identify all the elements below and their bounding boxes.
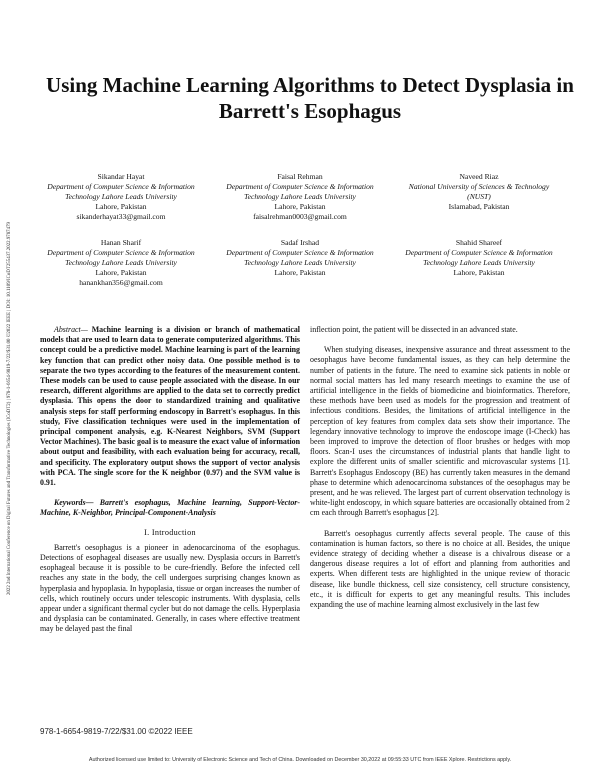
abstract-label: Abstract— [54,325,88,334]
paragraph: When studying diseases, inexpensive assurance and threat assessment to the oesophagus have become fundamental issues, as they can help determine the number of patients in the future. The need to examine sick patients in noble or normal social matters has led many research meetings to examine the use of artificial intelligence in the fields of biomedicine and bioinformatics. Therefore, these methods have been used as models for the progression and treatment of infectious conditions. Besides, the limitations of artificial intelligence in the perception of key features from complex data sets show their importance. The legendary innovative technology to improve the endoscope image (I-Check) has been improved to improve the detection of floor brushes or hedges with mop floors. Scan-I uses the circumstances of industrial plants that handle light to explore the different units of smaller scientific and microvascular systems [1]. Barrett's Esophagus Endoscopy (BE) has currently taken measures in the demand phase to determine which adenocarcinoma substances of the oesophagus may be present, and he was relieved. The largest part of current observation technology is white-light endoscopy, in which square batteries are occasionally obtained from 2 cm each through Barrett's esophagus [2]. [310,345,570,518]
author-email[interactable]: hanankhan356@gmail.com [79,278,163,287]
author-name: Sikandar Hayat [97,172,145,181]
author-block [398,238,560,278]
author-location: Islamabad, Pakistan [448,202,510,211]
doi-side-strip [2,88,16,728]
author-name: Hanan Sharif [100,238,142,247]
author-block [398,172,560,212]
author-location: Lahore, Pakistan [95,268,147,277]
paragraph: Barrett's oesophagus is a pioneer in adenocarcinoma of the esophagus. Detections of esophageal diseases are usually new. Dysplasia occurs in Barrett's esophageal because it is possible to be cure-friendly. Before the infected cell reaches any state in the body, the cell undergoes surprising changes known as hyperplasia and hypoplasia. In hypoplasia, tissue or organ increases the number of cells, which routinely occurs under telescopic instruments. With dysplasia, cells appear under a significant thermal cycler but do not damage the cells. Hyperplasia and dysplasia can be contaminated. Generally, in cases where effective treatment may be delayed past the final [40,542,300,634]
author-affiliation: Department of Computer Science & Information Technology Lahore Leads University [47,248,195,267]
author-block [40,172,202,222]
right-column [310,325,570,610]
section-heading: I. Introduction [144,527,196,537]
paragraph: Barrett's oesophagus currently affects several people. The cause of this contamination is human factors, so there is no choice at all. Besides, the unique evidence strategy of deciding whether a disease is a chivalrous disease or a dangerous disease requires a lot of effort and planning from authorities and experts. When different tests are highlighted in the unique review of thoracic disease, like bundle thickness, cell size consistency, cell structure consistency, etc., it is difficult for experts to get any meaningful results. This includes expanding the use of machine learning almost exclusively in the last few [310,528,570,610]
author-block [40,238,202,288]
author-email[interactable]: faisalrehman0003@gmail.com [253,212,347,221]
author-affiliation: Department of Computer Science & Information Technology Lahore Leads University [405,248,553,267]
abstract [40,325,300,488]
author-location: Lahore, Pakistan [453,268,505,277]
author-location: Lahore, Pakistan [274,202,326,211]
copyright-line: 978-1-6654-9819-7/22/$31.00 ©2022 IEEE [40,727,193,736]
author-affiliation: National University of Sciences & Technology (NUST) [408,182,550,201]
author-name: Faisal Rehman [277,172,323,181]
keywords: Keywords— Barrett's esophagus, Machine learning, Support-Vector-Machine, K-Neighbor, Principal-Component-Analysis [40,498,300,518]
paragraph: inflection point, the patient will be dissected in an advanced state. [310,325,518,334]
license-footer: Authorized licensed use limited to: University of Electronic Science and Tech of China. Downloaded on December 30,2022 at 09:55:33 UTC from IEEE Xplore. Restrictions apply. [88,757,512,763]
paper-title: Using Machine Learning Algorithms to Detect Dysplasia in Barrett's Esophagus [46,73,574,123]
author-name: Sadaf Irshad [280,238,320,247]
left-column [40,325,300,635]
author-affiliation: Department of Computer Science & Information Technology Lahore Leads University [226,248,374,267]
author-affiliation: Department of Computer Science & Information Technology Lahore Leads University [47,182,195,201]
author-affiliation: Department of Computer Science & Information Technology Lahore Leads University [226,182,374,201]
author-block [219,238,381,278]
author-location: Lahore, Pakistan [274,268,326,277]
doi-side-text: 2022 2nd International Conference on Digital Futures and Transformative Technologies (ICoDT2) | 978-1-6654-9819-7/22/$31.00 ©2022 IEEE | DOI: 10.1109/ICoDT255437.2022.9787479 [6,221,12,595]
author-name: Naveed Riaz [459,172,499,181]
abstract-text: Machine learning is a division or branch of mathematical models that are used to learn data to generate computerized algorithms. This concept could be a predictive model. Machine learning is part of the learning key function that can predict other noisy data. One possible method is to separate the two types according to the features of the measurement content. These models can be used to cause people associated with the disease. In our research, different algorithms are applied to the data set to correctly predict dysplasia. This opens the door to standardized training and qualitative analysis steps for staff performing endoscopy in Barrett's esophagus. In this study, Five classification techniques were used in the implementation of principal component analysis, e.g. K-Nearest Neighbors, SVM (Support Vector Machines). The basic goal is to measure the exact value of information about output and feasibility, with each evaluation being for accuracy, recall, and specificity. The exploratory output shows the support of vector analysis with PCA. The single score for the K neighbor (0.97) and the SVM value is 0.91. [40,325,300,488]
author-name: Shahid Shareef [455,238,503,247]
author-block [219,172,381,222]
author-location: Lahore, Pakistan [95,202,147,211]
author-email[interactable]: sikanderhayat33@gmail.com [76,212,166,221]
